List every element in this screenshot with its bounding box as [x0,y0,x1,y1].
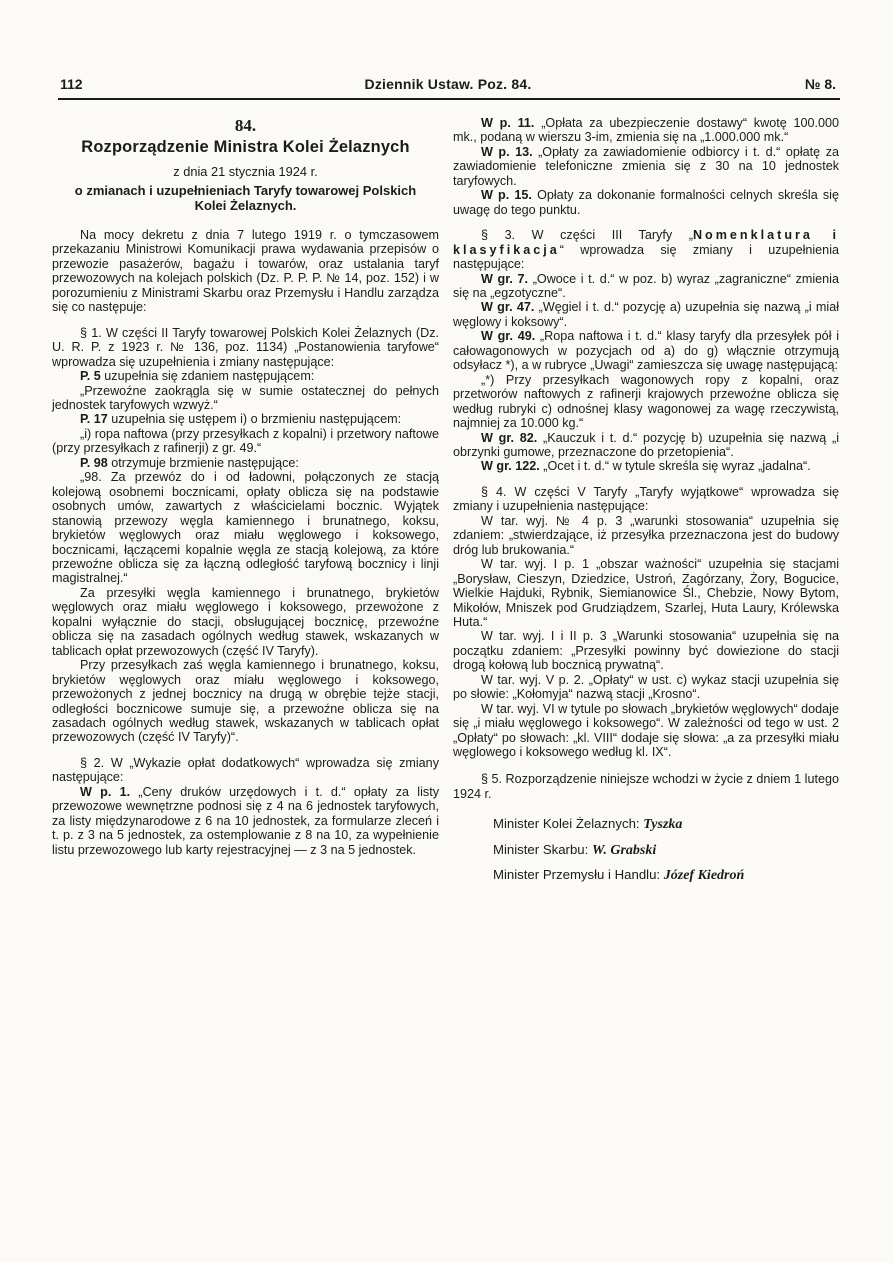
p98-para-3: Przy przesyłkach zaś węgla kamiennego i brunatnego, koksu, brykietów węglowych oraz miału węglowego i koksowego, przewożonych z jednej bocznicy na drugą w obrębie tejże stacji, odległości bocznicowe sumuje się, a przewoźne oblicza się na zasadach ogólnych według stawek, wskazanych w tablicach opłat przewozowych (część IV Taryfy)“. [52,658,439,745]
p17-label: P. 17 [80,412,108,427]
s2-p11-label: W p. 11. [481,116,535,130]
s4-tariff-VI: W tar. wyj. VI w tytule po słowach „brykietów węglowych“ dodaje się „i miału węglowego i koksowego“. W zależności od tego w ust. 2 „Opłaty“ po słowach: „kl. VIII“ dodaje się słowa: „a za przesyłki miału węglowego i koksowego według kl. IX“. [453,701,839,760]
p98-para-1: „98. Za przewóz do i od ładowni, połączonych ze stacją kolejową osobnemi bocznicami, opłaty oblicza się na podstawie osobnych umów, zawartych z właścicielami bocznic. Wyjątek stanowią przewozy węgla kamiennego i brunatnego, koksu, brykietów węglowych oraz miału węglowego i koksowego, bocznicami, łączącemi kopalnie węgla ze stacją kolejową, za które przewoźne oblicza się za łączną odległość taryfową bocznicy i linji magistralnej.“ [52,470,439,586]
section-2-intro: § 2. W „Wykazie opłat dodatkowych“ wprowadza się zmiany następujące: [52,755,439,785]
s3-gr122-paragraph [453,459,839,473]
signature-industry-minister [453,863,839,889]
signature-role: Minister Kolei Żelaznych: [493,816,644,832]
p17-quote: „i) ropa naftowa (przy przesyłkach z kopalni) i przetwory naftowe (przy przesyłkach z rafinerji) z gr. 49.“ [52,426,439,456]
section-5: § 5. Rozporządzenie niniejsze wchodzi w życie z dniem 1 lutego 1924 r. [453,772,839,801]
p5-text: uzupełnia się zdaniem następującem: [100,369,315,384]
s2-p15-label: W p. 15. [481,188,532,203]
journal-title: Dziennik Ustaw. Poz. 84. [364,76,532,92]
regulation-date: z dnia 21 stycznia 1924 r. [173,164,318,179]
p98-para-2: Za przesyłki węgla kamiennego i brunatnego, brykietów węglowych oraz miału węglowego i koksowego, przewożone z kopalni wyłącznie do stacji, obsługującej bocznicę, przewoźne oblicza się na zasadach ogólnych według stawek, wskazanych w tablicach opłat przewozowych (część IV Taryfy). [52,585,439,658]
signature-treasury-minister [453,838,839,864]
p5-label: P. 5 [80,369,101,384]
s3-gr122-label: W gr. 122. [481,459,540,474]
s2-p1-paragraph [52,785,439,857]
s2-p11-paragraph [453,116,839,145]
s3-gr82-text: „Kauczuk i t. d.“ pozycję b) uzupełnia się nazwą „i obrzynki gumowe, przeznaczone do przetopienia“. [453,430,839,459]
p98-text: otrzymuje brzmienie następujące: [107,455,299,470]
p98-paragraph [52,456,439,470]
regulation-subject: o zmianach i uzupełnieniach Taryfy towarowej Polskich Kolei Żelaznych. [74,183,417,213]
s3-gr7-text: „Owoce i t. d.“ w poz. b) wyraz „zagraniczne“ zmienia się na „egzotyczne“. [453,271,839,300]
s3-intro-b: “ wprowadza się zmiany i uzupełnienia następujące: [453,242,839,272]
signature-role: Minister Skarbu: [493,841,592,857]
regulation-title: Rozporządzenie Ministra Kolei Żelaznych [81,138,410,156]
p5-quote: „Przewoźne zaokrągla się w sumie ostatecznej do pełnych jednostek taryfowych wzwyż.“ [52,383,439,412]
s2-p1-label: W p. 1. [80,784,131,799]
s2-p11-text: „Opłata za ubezpieczenie dostawy“ kwotę 100.000 mk., podaną w wierszu 3-im, zmienia się na „1.000.000 mk.“ [453,116,839,145]
signature-name: Józef Kiedroń [663,868,745,884]
p17-paragraph [52,412,439,426]
signature-name: W. Grabski [591,842,657,858]
p98-label: P. 98 [80,455,108,470]
s3-gr7-paragraph [453,272,839,301]
s4-tariff-I-II: W tar. wyj. I i II p. 3 „Warunki stosowania“ uzupełnia się na początku zdaniem: „Przesyłki powinny być dowiezione do stacji drogą kołową lub bocznicą prywatną“. [453,629,839,673]
left-column [52,116,439,857]
s3-intro-spaced: Nomenklatura i klasyfikacja [453,228,839,257]
s4-tariff-V: W tar. wyj. V p. 2. „Opłaty“ w ust. c) wykaz stacji uzupełnia się po słowie: „Kołomyja“ nazwą stacji „Krosno“. [453,672,839,702]
intro-paragraph: Na mocy dekretu z dnia 7 lutego 1919 r. o tymczasowem przekazaniu Ministrowi Komunikacji prawa wydawania przepisów o przewozie pasażerów, bagażu i towarów, oraz ustalania taryf przewozowych na kolejach polskich (Dz. P. P. P. № 14, poz. 152) i w porozumieniu z Ministrami Skarbu oraz Przemysłu i Handlu zarządza się co następuje: [52,228,439,315]
signature-name: Tyszka [643,817,683,833]
section-1-intro: § 1. W części II Taryfy towarowej Polskich Kolei Żelaznych (Dz. U. R. P. z 1923 r. № 136, poz. 1134) „Postanowienia taryfowe“ wprowadza się uzupełnienia i zmiany następujące: [52,325,439,369]
right-column [453,116,839,889]
position-number: 84. [234,116,257,135]
signature-rail-minister [453,812,839,838]
p17-text: uzupełnia się ustępem i) o brzmieniu następującem: [107,412,402,427]
s3-gr47-label: W gr. 47. [481,300,535,315]
s4-tariff-4: W tar. wyj. № 4 p. 3 „warunki stosowania“ uzupełnia się zdaniem: „stwierdzające, iż przesyłka przeznaczona jest do budowy dróg lub brukowania.“ [453,513,839,557]
signature-role: Minister Przemysłu i Handlu: [493,867,664,883]
s3-gr47-paragraph [453,300,839,329]
s3-intro-a: § 3. W części III Taryfy „ [481,228,693,243]
s2-p15-paragraph [453,188,839,217]
s2-p13-label: W p. 13. [481,144,533,159]
s2-p13-text: „Opłaty za zawiadomienie odbiorcy i t. d.“ opłatę za zawiadomienie telefoniczne zmienia się z 30 na 10 jednostek taryfowych. [453,144,839,188]
s3-gr122-text: „Ocet i t. d.“ w tytule skreśla się wyraz „jadalna“. [539,459,811,474]
s3-gr49-label: W gr. 49. [481,329,536,344]
s2-p13-paragraph [453,145,839,188]
page-header [60,76,836,100]
s3-gr49-text: „Ropa naftowa i t. d.“ klasy taryfy dla przesyłek pół i całowagonowych w pozycjach od a) do g) włącznie otrzymują odsyłacz *), a w rubryce „Uwagi“ zamieszcza się uwagę następującą: [453,329,839,373]
s3-gr82-paragraph [453,431,839,460]
p5-paragraph [52,369,439,383]
page-number: 112 [60,76,83,92]
s3-gr49-quote: „*) Przy przesyłkach wagonowych ropy z kopalni, oraz przetworów naftowych z rafinerji krajowych przewoźne oblicza się według rubryki c) odnośnej klasy wagonowej za wagę rzeczywistą, najmniej za 10.000 kg.“ [453,372,839,431]
s3-gr82-label: W gr. 82. [481,430,538,445]
header-rule [58,98,840,100]
section-4-intro: § 4. W części V Taryfy „Taryfy wyjątkowe“ wprowadza się zmiany i uzupełnienia następujące: [453,484,839,514]
signatures [453,812,839,889]
s3-gr7-label: W gr. 7. [481,271,529,286]
s4-tariff-I: W tar. wyj. I p. 1 „obszar ważności“ uzupełnia się stacjami „Borysław, Cieszyn, Dziedzice, Ustroń, Zagórzany, Żory, Bogucice, Wielkie Hajduki, Rybnik, Siemianowice Śl., Chebzie, Nowy Bytom, Mikołów, Mniszek pod Grudziądzem, Szarlej, Huta Laury, Królewska Huta.“ [453,557,839,629]
s3-gr47-text: „Węgiel i t. d.“ pozycję a) uzupełnia się nazwą „i miał węglowy i koksowy“. [453,300,839,329]
s3-gr49-paragraph [453,329,839,372]
issue-number: № 8. [804,76,836,92]
section-3-intro [453,228,839,271]
s2-p1-text: „Ceny druków urzędowych i t. d.“ opłaty za listy przewozowe wewnętrzne podnosi się z 4 na 6 jednostek taryfowych, za listy międzynarodowe z 6 na 10 jednostek, za formularze zleceń i t. p. z 3 na 5 jednostek, za ostemplowanie z 8 na 10, za wypełnienie listu przewozowego lub karty rejestracyjnej — z 3 na 5 jednostek. [52,784,439,857]
s2-p15-text: Opłaty za dokonanie formalności celnych skreśla się uwagę do tego punktu. [453,188,839,217]
